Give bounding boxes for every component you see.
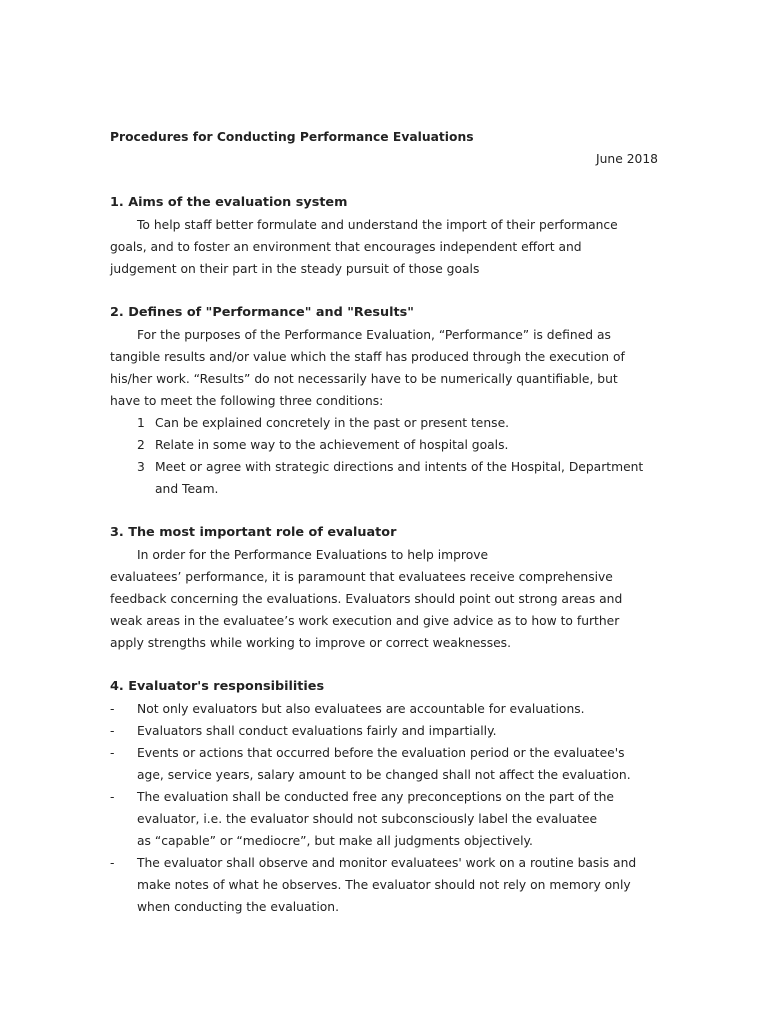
paragraph-line: apply strengths while working to improve or correct weaknesses. [110,636,511,650]
list-item-text: Can be explained concretely in the past or present tense. [155,416,510,430]
section-heading: 3. The most important role of evaluator [110,525,397,540]
list-number: 1 [137,416,145,430]
section-evaluator-role [110,522,660,654]
section-paragraph [110,544,660,654]
document-page [110,126,660,918]
section-paragraph [110,324,660,412]
list-item-text: Relate in some way to the achievement of hospital goals. [155,438,509,452]
list-bullet: - [110,856,115,870]
list-item-text: evaluator, i.e. the evaluator should not subconsciously label the evaluatee [137,812,598,826]
list-item-text: age, service years, salary amount to be changed shall not affect the evaluation. [137,768,631,782]
list-item [110,412,660,434]
paragraph-line: weak areas in the evaluatee’s work execution and give advice as to how to further [110,614,620,628]
responsibilities-list [110,698,660,918]
section-heading: 1. Aims of the evaluation system [110,195,348,210]
list-bullet: - [110,790,115,804]
paragraph-line: tangible results and/or value which the staff has produced through the execution of [110,350,625,364]
paragraph-line: For the purposes of the Performance Evaluation, “Performance” is defined as [137,328,611,342]
section-heading: 4. Evaluator's responsibilities [110,679,325,694]
list-item [110,456,660,500]
list-bullet: - [110,702,115,716]
section-aims [110,192,660,280]
list-item-text: Evaluators shall conduct evaluations fairly and impartially. [137,724,497,738]
section-heading: 2. Defines of "Performance" and "Results" [110,305,414,320]
list-item-text: and Team. [155,482,219,496]
list-bullet: - [110,724,115,738]
list-item-text: Events or actions that occurred before the evaluation period or the evaluatee's [137,746,625,760]
list-number: 2 [137,438,145,452]
paragraph-line: feedback concerning the evaluations. Evaluators should point out strong areas and [110,592,623,606]
paragraph-line: judgement on their part in the steady pursuit of those goals [110,262,480,276]
conditions-list [110,412,660,500]
paragraph-line: goals, and to foster an environment that encourages independent effort and [110,240,582,254]
list-item [110,742,660,786]
list-bullet: - [110,746,115,760]
list-item [110,786,660,852]
list-item [110,434,660,456]
list-item-text: when conducting the evaluation. [137,900,339,914]
paragraph-line: To help staff better formulate and understand the import of their performance [137,218,618,232]
list-item-text: The evaluator shall observe and monitor evaluatees' work on a routine basis and [137,856,637,870]
list-item-text: make notes of what he observes. The evaluator should not rely on memory only [137,878,631,892]
list-number: 3 [137,460,145,474]
list-item [110,720,660,742]
list-item [110,698,660,720]
section-definitions [110,302,660,500]
paragraph-line: his/her work. “Results” do not necessarily have to be numerically quantifiable, but [110,372,618,386]
paragraph-line: have to meet the following three conditions: [110,394,384,408]
list-item-text: Meet or agree with strategic directions and intents of the Hospital, Department [155,460,644,474]
paragraph-line: In order for the Performance Evaluations to help improve [137,548,489,562]
list-item [110,852,660,918]
section-paragraph [110,214,660,280]
list-item-text: The evaluation shall be conducted free any preconceptions on the part of the [137,790,614,804]
section-responsibilities [110,676,660,918]
document-title: Procedures for Conducting Performance Evaluations [110,130,474,144]
list-item-text: as “capable” or “mediocre”, but make all judgments objectively. [137,834,533,848]
list-item-text: Not only evaluators but also evaluatees are accountable for evaluations. [137,702,585,716]
paragraph-line: evaluatees’ performance, it is paramount that evaluatees receive comprehensive [110,570,613,584]
document-date: June 2018 [596,152,658,166]
